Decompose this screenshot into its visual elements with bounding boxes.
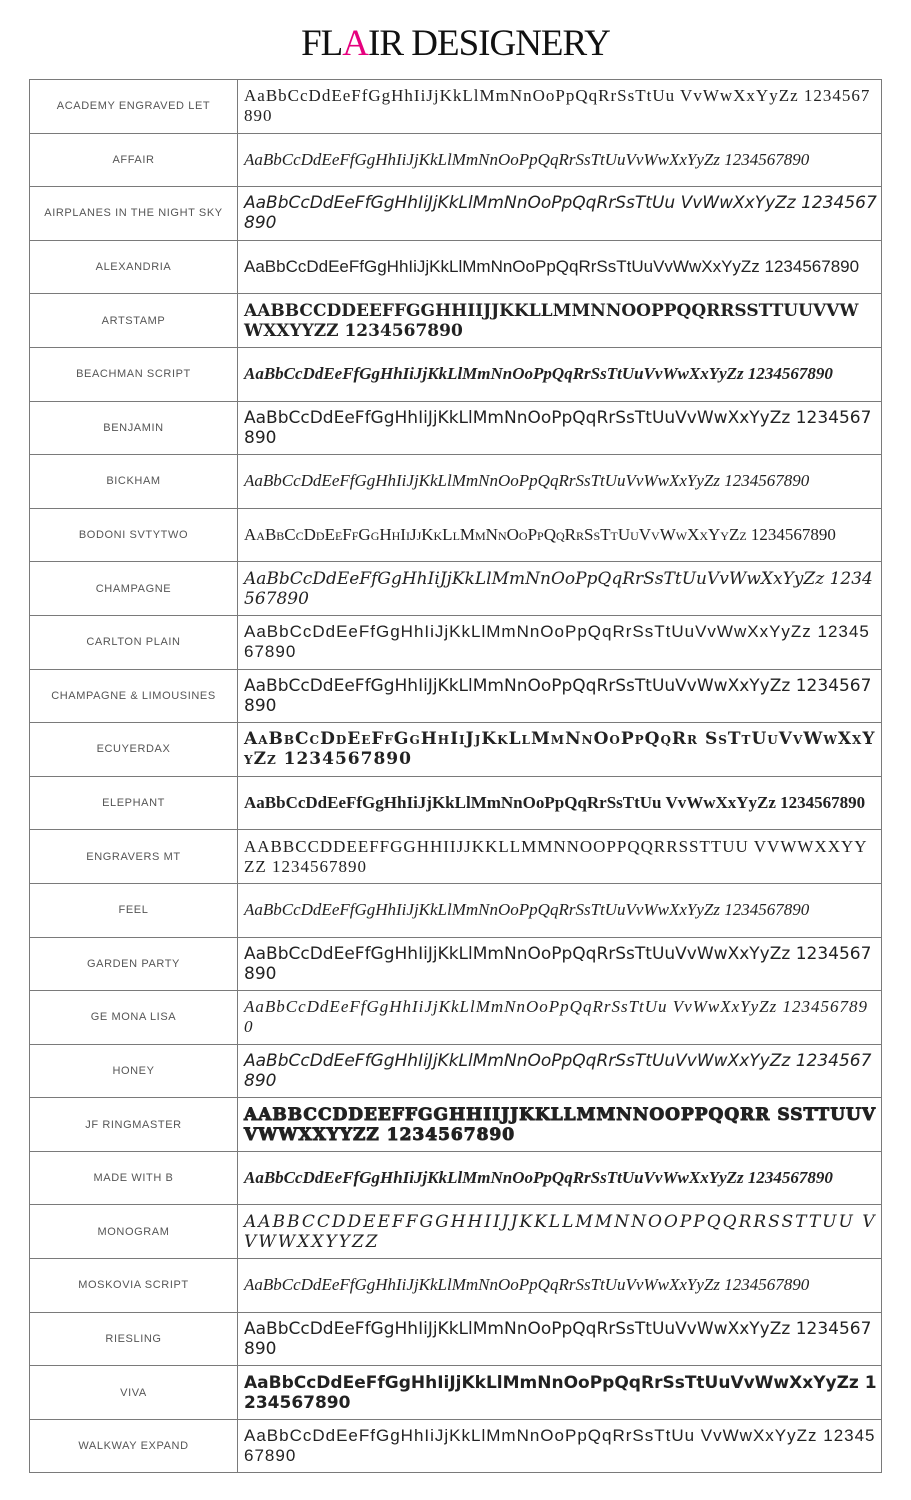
font-name: AFFAIR: [30, 133, 238, 187]
font-sample: AaBbCcDdEeFfGgHhIiJjKkLlMmNnOoPpQqRrSsTtUu VvWwXxYyZz 1234567890: [238, 187, 882, 241]
font-row: [30, 776, 882, 830]
font-row: [30, 1205, 882, 1259]
font-name: MONOGRAM: [30, 1205, 238, 1259]
font-row: [30, 1366, 882, 1420]
font-sample: AaBbCcDdEeFfGgHhIiJjKkLlMmNnOoPpQqRrSsTtUu VvWwXxYyZz 1234567890: [238, 991, 882, 1045]
font-name: ACADEMY ENGRAVED LET: [30, 80, 238, 134]
font-name: BEACHMAN SCRIPT: [30, 347, 238, 401]
font-row: [30, 133, 882, 187]
font-name: ELEPHANT: [30, 776, 238, 830]
font-sample: AaBbCcDdEeFfGgHhIiJjKkLlMmNnOoPpQqRrSsTtUuVvWwXxYyZz 1234567890: [238, 562, 882, 616]
brand-part1: FL: [301, 23, 343, 64]
font-row: [30, 937, 882, 991]
font-name: ECUYERDAX: [30, 723, 238, 777]
font-sample: AaBbCcDdEeFfGgHhIiJjKkLlMmNnOoPpQqRrSsTtUu VvWwXxYyZz 1234567890: [238, 80, 882, 134]
font-name: RIESLING: [30, 1312, 238, 1366]
font-sample: AaBbCcDdEeFfGgHhIiJjKkLlMmNnOoPpQqRrSsTtUuVvWwXxYyZz 1234567890: [238, 240, 882, 294]
font-name: CARLTON PLAIN: [30, 615, 238, 669]
font-name: BENJAMIN: [30, 401, 238, 455]
font-sample: AaBbCcDdEeFfGgHhIiJjKkLlMmNnOoPpQqRrSsTtUuVvWwXxYyZz 1234567890: [238, 1312, 882, 1366]
font-row: [30, 401, 882, 455]
font-row: [30, 187, 882, 241]
font-name: BODONI SVTYTWO: [30, 508, 238, 562]
font-row: [30, 455, 882, 509]
font-name: CHAMPAGNE & LIMOUSINES: [30, 669, 238, 723]
font-row: [30, 562, 882, 616]
font-row: [30, 1098, 882, 1152]
font-name: FEEL: [30, 883, 238, 937]
font-sample: AABBCCDDEEFFGGHHIIJJKKLLMMNNOOPPQQRRSSTTUU VVWWXXYYZZ: [238, 1205, 882, 1259]
font-sample: AaBbCcDdEeFfGgHhIiJjKkLlMmNnOoPpQqRrSsTtUuVvWwXxYyZz 1234567890: [238, 347, 882, 401]
font-row: [30, 1044, 882, 1098]
font-row: [30, 669, 882, 723]
font-row: [30, 1419, 882, 1473]
font-sample: AaBbCcDdEeFfGgHhIiJjKkLlMmNnOoPpQqRrSsTtUuVvWwXxYyZz 1234567890: [238, 401, 882, 455]
font-sample: AaBbCcDdEeFfGgHhIiJjKkLlMmNnOoPpQqRrSsTtUuVvWwXxYyZz 1234567890: [238, 1366, 882, 1420]
font-row: [30, 294, 882, 348]
font-name: BICKHAM: [30, 455, 238, 509]
font-name: WALKWAY EXPAND: [30, 1419, 238, 1473]
font-sample: AaBbCcDdEeFfGgHhIiJjKkLlMmNnOoPpQqRrSsTtUuVvWwXxYyZz 1234567890: [238, 669, 882, 723]
font-name: MADE WITH B: [30, 1151, 238, 1205]
font-sample: AaBbCcDdEeFfGgHhIiJjKkLlMmNnOoPpQqRrSsTtUuVvWwXxYyZz 1234567890: [238, 1259, 882, 1313]
font-row: [30, 723, 882, 777]
font-name: VIVA: [30, 1366, 238, 1420]
font-sample: AaBbCcDdEeFfGgHhIiJjKkLlMmNnOoPpQqRrSsTtUuVvWwXxYyZz 1234567890: [238, 508, 882, 562]
font-sample: AaBbCcDdEeFfGgHhIiJjKkLlMmNnOoPpQqRrSsTtUuVvWwXxYyZz 1234567890: [238, 937, 882, 991]
font-row: [30, 1151, 882, 1205]
font-row: [30, 883, 882, 937]
font-sample: AaBbCcDdEeFfGgHhIiJjKkLlMmNnOoPpQqRr SsTtUuVvWwXxYyZz 1234567890: [238, 723, 882, 777]
font-sample: AaBbCcDdEeFfGgHhIiJjKkLlMmNnOoPpQqRrSsTtUu VvWwXxYyZz 1234567890: [238, 1419, 882, 1473]
font-name: ENGRAVERS MT: [30, 830, 238, 884]
font-sample: AaBbCcDdEeFfGgHhIiJjKkLlMmNnOoPpQqRrSsTtUu VvWwXxYyZz 1234567890: [238, 776, 882, 830]
font-sample: AaBbCcDdEeFfGgHhIiJjKkLlMmNnOoPpQqRrSsTtUuVvWwXxYyZz 1234567890: [238, 883, 882, 937]
font-row: [30, 991, 882, 1045]
font-sample: AaBbCcDdEeFfGgHhIiJjKkLlMmNnOoPpQqRrSsTtUuVvWwXxYyZz 1234567890: [238, 455, 882, 509]
font-row: [30, 1259, 882, 1313]
font-sample-table: [29, 79, 882, 1473]
font-sample: AaBbCcDdEeFfGgHhIiJjKkLlMmNnOoPpQqRrSsTtUuVvWwXxYyZz 1234567890: [238, 1044, 882, 1098]
font-row: [30, 240, 882, 294]
font-row: [30, 80, 882, 134]
font-name: CHAMPAGNE: [30, 562, 238, 616]
font-name: ALEXANDRIA: [30, 240, 238, 294]
font-row: [30, 347, 882, 401]
font-name: AIRPLANES IN THE NIGHT SKY: [30, 187, 238, 241]
font-row: [30, 615, 882, 669]
font-name: MOSKOVIA SCRIPT: [30, 1259, 238, 1313]
font-sample: AaBbCcDdEeFfGgHhIiJjKkLlMmNnOoPpQqRrSsTtUuVvWwXxYyZz 1234567890: [238, 615, 882, 669]
font-row: [30, 830, 882, 884]
font-sample: AaBbCcDdEeFfGgHhIiJjKkLlMmNnOoPpQqRrSsTtUuVvWwXxYyZz 1234567890: [238, 133, 882, 187]
font-name: JF RINGMASTER: [30, 1098, 238, 1152]
brand-logo: [0, 22, 911, 72]
brand-accent-letter: A: [342, 23, 369, 64]
font-sample: AABBCCDDEEFFGGHHIIJJKKLLMMNNOOPPQQRR SSTTUUVVWWXXYYZZ 1234567890: [238, 1098, 882, 1152]
font-sample: AABBCCDDEEFFGGHHIIJJKKLLMMNNOOPPQQRRSSTTUU VVWWXXYYZZ 1234567890: [238, 830, 882, 884]
font-row: [30, 508, 882, 562]
font-name: GE MONA LISA: [30, 991, 238, 1045]
font-sample: AaBbCcDdEeFfGgHhIiJjKkLlMmNnOoPpQqRrSsTtUuVvWwXxYyZz 1234567890: [238, 1151, 882, 1205]
font-name: HONEY: [30, 1044, 238, 1098]
font-name: GARDEN PARTY: [30, 937, 238, 991]
brand-part2: IR DESIGNERY: [368, 23, 610, 64]
font-name: ARTSTAMP: [30, 294, 238, 348]
font-sample: AABBCCDDEEFFGGHHIIJJKKLLMMNNOOPPQQRRSSTTUUVVWWXXYYZZ 1234567890: [238, 294, 882, 348]
font-row: [30, 1312, 882, 1366]
